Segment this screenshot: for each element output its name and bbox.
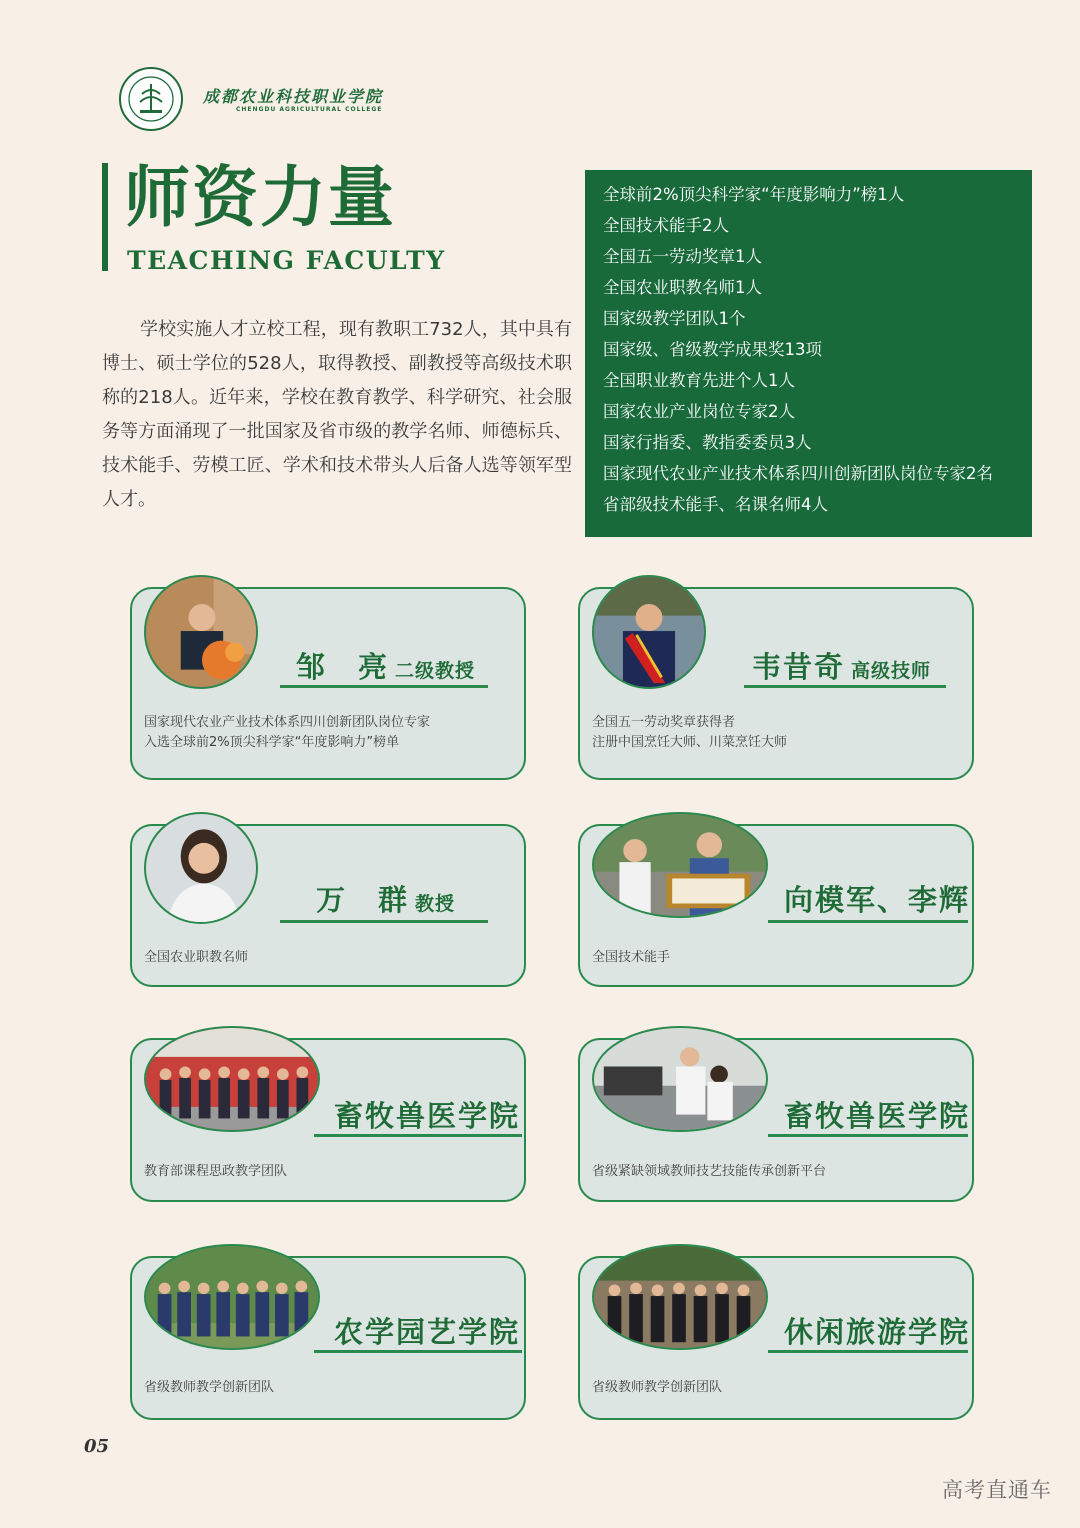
portrait-photo <box>592 812 768 918</box>
page-title: 师资力量 <box>124 158 396 236</box>
honor-item: 全国五一劳动奖章1人 <box>603 247 762 266</box>
name-underline <box>768 1134 968 1137</box>
honor-item: 省部级技术能手、名课名师4人 <box>603 495 828 514</box>
honor-item: 国家现代农业产业技术体系四川创新团队岗位专家2名 <box>603 464 993 483</box>
team-photo <box>592 1244 768 1350</box>
name-underline <box>314 1134 522 1137</box>
card-name: 邹 亮 二级教授 <box>296 650 476 684</box>
team-photo <box>592 1026 768 1132</box>
honors-panel <box>585 170 1032 537</box>
name-underline <box>280 920 488 923</box>
honor-item: 国家级教学团队1个 <box>603 309 746 328</box>
college-seal-icon <box>118 66 184 132</box>
card-name: 向模军、李辉 <box>784 883 971 917</box>
name-underline <box>314 1350 522 1353</box>
honor-item: 国家行指委、教指委委员3人 <box>603 433 812 452</box>
honor-item: 全球前2%顶尖科学家“年度影响力”榜1人 <box>603 185 905 204</box>
card-name: 休闲旅游学院 <box>784 1315 971 1349</box>
honor-item: 国家农业产业岗位专家2人 <box>603 402 795 421</box>
logo-name-en: CHENGDU AGRICULTURAL COLLEGE <box>236 106 383 113</box>
intro-paragraph: 学校实施人才立校工程，现有教职工732人，其中具有博士、硕士学位的528人，取得教授、副教授等高级技术职称的218人。近年来，学校在教育教学、科学研究、社会服务等方面涌现了一批国家及省市级的教学名师、师德标兵、技术能手、劳模工匠、学术和技术带头人后备人选等领军型人才。 <box>102 319 572 510</box>
card-name: 畜牧兽医学院 <box>334 1099 521 1133</box>
card-desc: 省级紧缺领域教师技艺技能传承创新平台 <box>592 1164 827 1179</box>
card-desc: 全国五一劳动奖章获得者 注册中国烹饪大师、川菜烹饪大师 <box>592 715 788 750</box>
card-name: 畜牧兽医学院 <box>784 1099 971 1133</box>
team-photo <box>144 1026 320 1132</box>
honor-item: 全国技术能手2人 <box>603 216 729 235</box>
college-logo <box>118 66 418 132</box>
honors-list <box>603 179 1032 520</box>
card-desc: 全国技术能手 <box>592 950 671 965</box>
card-rank: 高级技师 <box>851 660 932 682</box>
page-number: 05 <box>84 1436 110 1457</box>
watermark: 高考直通车 <box>942 1478 1052 1502</box>
card-desc: 省级教师教学创新团队 <box>592 1380 723 1395</box>
portrait-photo <box>144 575 258 689</box>
team-photo <box>144 1244 320 1350</box>
card-rank: 教授 <box>415 893 456 915</box>
portrait-photo <box>592 575 706 689</box>
card-rank: 二级教授 <box>395 660 476 682</box>
card-desc: 全国农业职教名师 <box>144 950 249 965</box>
honor-item: 国家级、省级教学成果奖13项 <box>603 340 822 359</box>
name-underline <box>768 1350 968 1353</box>
card-name: 万 群 教授 <box>316 883 456 917</box>
page-subtitle: TEACHING FACULTY <box>127 246 446 275</box>
portrait-photo <box>144 812 258 924</box>
honor-item: 全国职业教育先进个人1人 <box>603 371 795 390</box>
logo-name-cn: 成都农业科技职业学院 <box>203 87 384 106</box>
honor-item: 全国农业职教名师1人 <box>603 278 762 297</box>
card-desc: 省级教师教学创新团队 <box>144 1380 275 1395</box>
name-underline <box>280 685 488 688</box>
card-desc: 国家现代农业产业技术体系四川创新团队岗位专家 入选全球前2%顶尖科学家“年度影响力”榜单 <box>144 715 431 750</box>
card-desc: 教育部课程思政教学团队 <box>144 1164 288 1179</box>
title-accent-bar <box>102 163 108 271</box>
name-underline <box>744 685 946 688</box>
card-name: 韦昔奇 高级技师 <box>752 650 932 684</box>
name-underline <box>768 920 968 923</box>
card-name: 农学园艺学院 <box>334 1315 521 1349</box>
